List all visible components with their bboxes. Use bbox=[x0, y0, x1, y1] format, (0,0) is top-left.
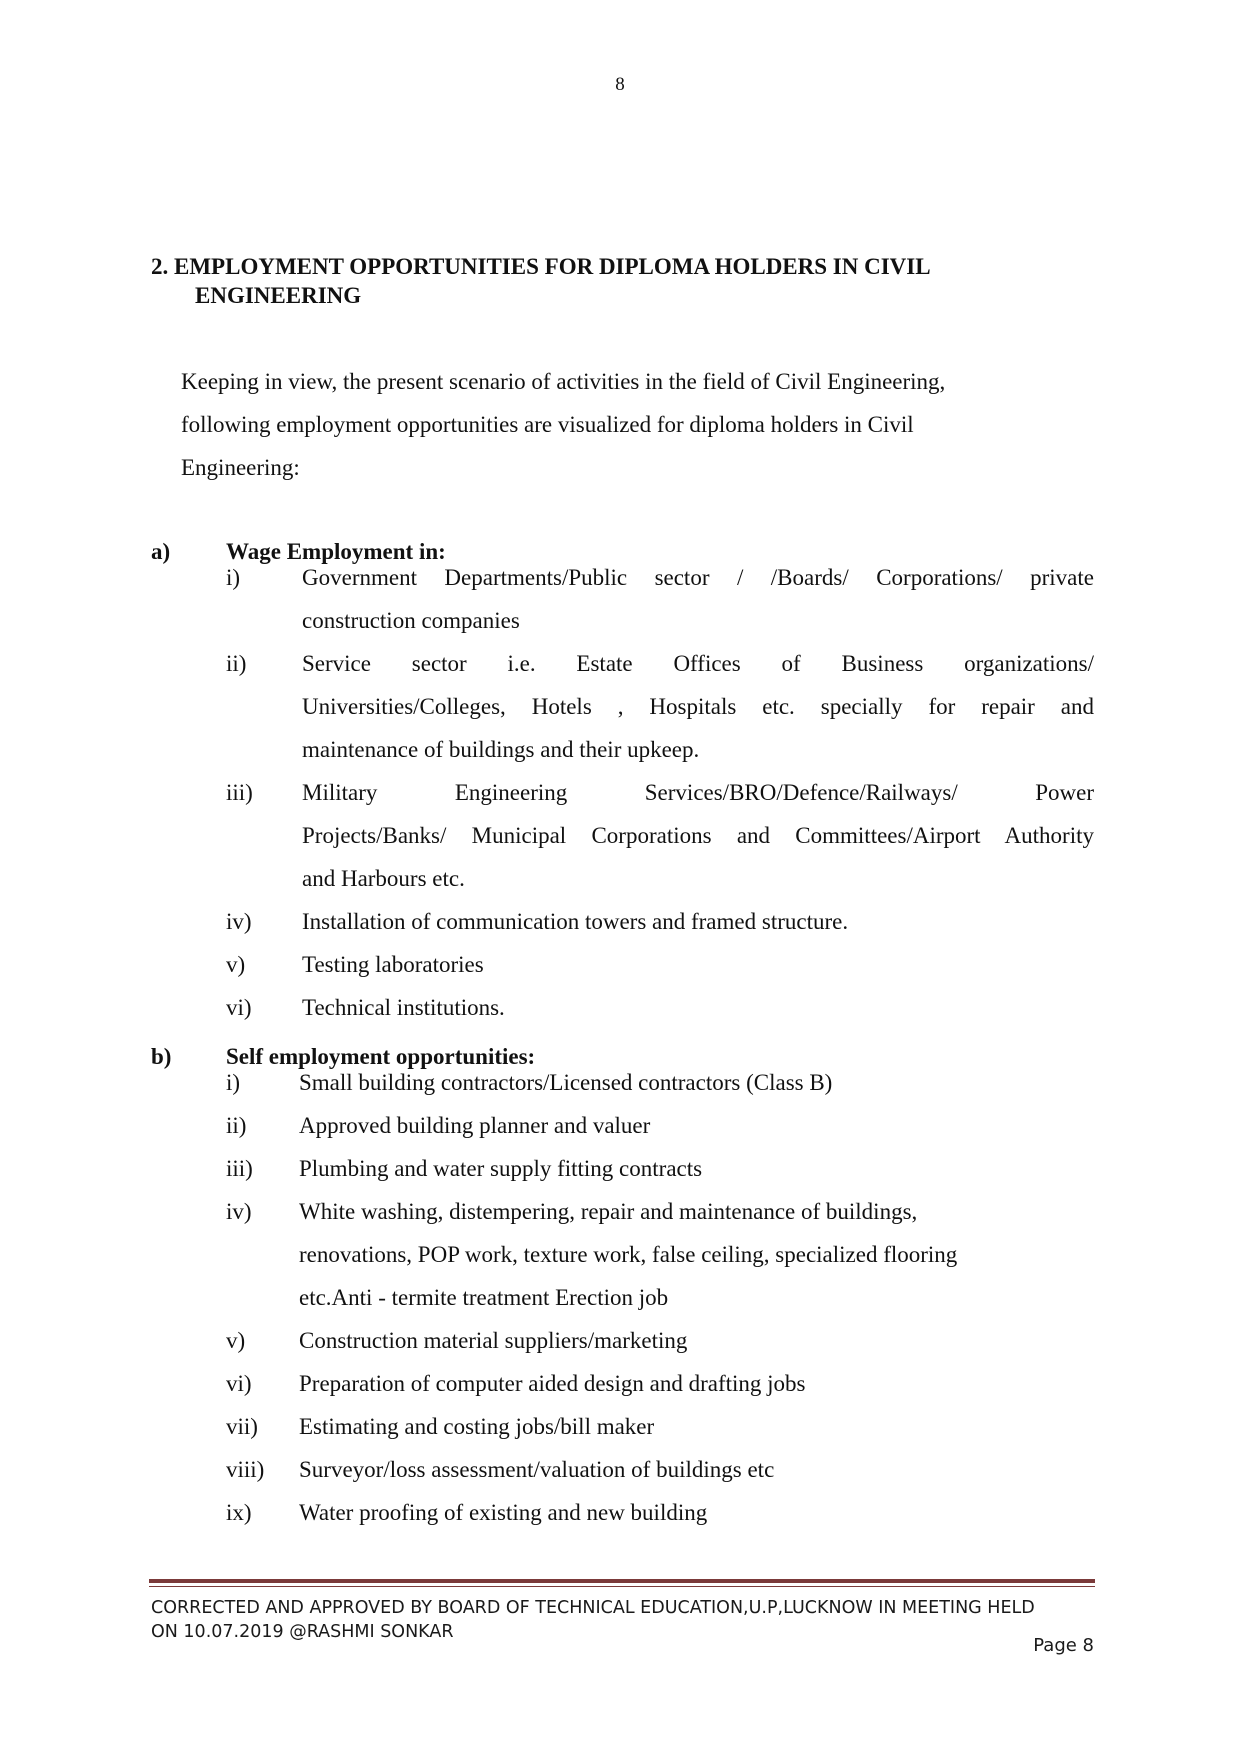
list-item-text bbox=[299, 1190, 1094, 1319]
section-heading-line2: ENGINEERING bbox=[195, 283, 362, 308]
list-item bbox=[226, 1104, 1094, 1147]
list-item bbox=[226, 771, 1094, 900]
intro-line: Engineering: bbox=[181, 455, 300, 480]
list-item-text bbox=[302, 986, 1094, 1029]
list-item-text bbox=[299, 1104, 1094, 1147]
wage-employment-marker: a) bbox=[151, 539, 171, 564]
list-item bbox=[226, 1319, 1094, 1362]
list-item-line: Military Engineering Services/BRO/Defence/Railways/ Power bbox=[302, 780, 1094, 805]
list-item bbox=[226, 1147, 1094, 1190]
section-heading bbox=[151, 252, 1051, 310]
list-item bbox=[226, 556, 1094, 642]
list-item-text bbox=[299, 1491, 1094, 1534]
list-item bbox=[226, 1190, 1094, 1319]
list-item-text bbox=[302, 642, 1094, 771]
self-employment-marker: b) bbox=[151, 1044, 172, 1069]
list-item-line: construction companies bbox=[302, 608, 520, 633]
list-item-number: vi) bbox=[226, 995, 252, 1020]
footer-line: CORRECTED AND APPROVED BY BOARD OF TECHNICAL EDUCATION,U.P,LUCKNOW IN MEETING HELD bbox=[151, 1598, 1035, 1618]
list-item-number: iv) bbox=[226, 909, 252, 934]
list-item-number: i) bbox=[226, 565, 241, 590]
list-item-number: iv) bbox=[226, 1199, 252, 1224]
list-item-line: Government Departments/Public sector / /Boards/ Corporations/ private bbox=[302, 565, 1094, 590]
footer-divider bbox=[149, 1579, 1095, 1583]
list-item-line: renovations, POP work, texture work, false ceiling, specialized flooring bbox=[299, 1242, 958, 1267]
list-item-number: viii) bbox=[226, 1457, 265, 1482]
list-item-line: Estimating and costing jobs/bill maker bbox=[299, 1414, 655, 1439]
list-item bbox=[226, 642, 1094, 771]
list-item-text bbox=[299, 1319, 1094, 1362]
list-item-line: Construction material suppliers/marketing bbox=[299, 1328, 688, 1353]
list-item-text bbox=[302, 556, 1094, 642]
list-item-line: etc.Anti - termite treatment Erection job bbox=[299, 1285, 669, 1310]
list-item-number: vi) bbox=[226, 1371, 252, 1396]
list-item bbox=[226, 1362, 1094, 1405]
list-item bbox=[226, 1491, 1094, 1534]
self-employment-list bbox=[226, 1061, 1094, 1534]
list-item-text bbox=[299, 1405, 1094, 1448]
list-item-text bbox=[299, 1362, 1094, 1405]
list-item-number: ii) bbox=[226, 1113, 247, 1138]
list-item-number: vii) bbox=[226, 1414, 258, 1439]
list-item-number: ii) bbox=[226, 651, 247, 676]
list-item-line: Plumbing and water supply fitting contracts bbox=[299, 1156, 703, 1181]
list-item-text bbox=[299, 1061, 1094, 1104]
intro-line: Keeping in view, the present scenario of activities in the field of Civil Engineering, bbox=[181, 369, 946, 394]
list-item-line: Preparation of computer aided design and drafting jobs bbox=[299, 1371, 806, 1396]
footer-line: ON 10.07.2019 @RASHMI SONKAR bbox=[151, 1622, 454, 1642]
list-item bbox=[226, 943, 1094, 986]
section-heading-line1: 2. EMPLOYMENT OPPORTUNITIES FOR DIPLOMA HOLDERS IN CIVIL bbox=[151, 254, 931, 279]
list-item-number: v) bbox=[226, 952, 246, 977]
list-item-number: iii) bbox=[226, 1156, 253, 1181]
list-item-number: v) bbox=[226, 1328, 246, 1353]
wage-employment-title: Wage Employment in: bbox=[226, 539, 446, 564]
footer-page-label: Page 8 bbox=[1033, 1635, 1094, 1656]
list-item-line: Projects/Banks/ Municipal Corporations and Committees/Airport Authority bbox=[302, 823, 1094, 848]
intro-line: following employment opportunities are visualized for diploma holders in Civil bbox=[181, 412, 914, 437]
list-item-line: Installation of communication towers and framed structure. bbox=[302, 909, 849, 934]
list-item-number: iii) bbox=[226, 780, 253, 805]
list-item-line: White washing, distempering, repair and maintenance of buildings, bbox=[299, 1199, 918, 1224]
intro-paragraph bbox=[181, 360, 1081, 489]
list-item-text bbox=[302, 900, 1094, 943]
list-item-number: i) bbox=[226, 1070, 241, 1095]
list-item-line: Water proofing of existing and new building bbox=[299, 1500, 708, 1525]
footer-divider-thin bbox=[149, 1586, 1095, 1587]
wage-employment-list bbox=[226, 556, 1094, 1029]
list-item bbox=[226, 1061, 1094, 1104]
list-item-line: Service sector i.e. Estate Offices of Business organizations/ bbox=[302, 651, 1094, 676]
list-item-line: Small building contractors/Licensed contractors (Class B) bbox=[299, 1070, 833, 1095]
list-item-line: Approved building planner and valuer bbox=[299, 1113, 651, 1138]
list-item bbox=[226, 900, 1094, 943]
list-item-line: maintenance of buildings and their upkeep. bbox=[302, 737, 700, 762]
list-item-text bbox=[299, 1448, 1094, 1491]
list-item bbox=[226, 1448, 1094, 1491]
self-employment-title: Self employment opportunities: bbox=[226, 1044, 536, 1069]
list-item bbox=[226, 1405, 1094, 1448]
list-item-line: Surveyor/loss assessment/valuation of buildings etc bbox=[299, 1457, 775, 1482]
list-item-line: Universities/Colleges, Hotels , Hospitals etc. specially for repair and bbox=[302, 694, 1094, 719]
list-item-line: Testing laboratories bbox=[302, 952, 484, 977]
list-item-text bbox=[299, 1147, 1094, 1190]
list-item-number: ix) bbox=[226, 1500, 252, 1525]
list-item-text bbox=[302, 943, 1094, 986]
list-item bbox=[226, 986, 1094, 1029]
list-item-line: Technical institutions. bbox=[302, 995, 505, 1020]
list-item-line: and Harbours etc. bbox=[302, 866, 465, 891]
list-item-text bbox=[302, 771, 1094, 900]
page-number-top: 8 bbox=[615, 74, 625, 95]
